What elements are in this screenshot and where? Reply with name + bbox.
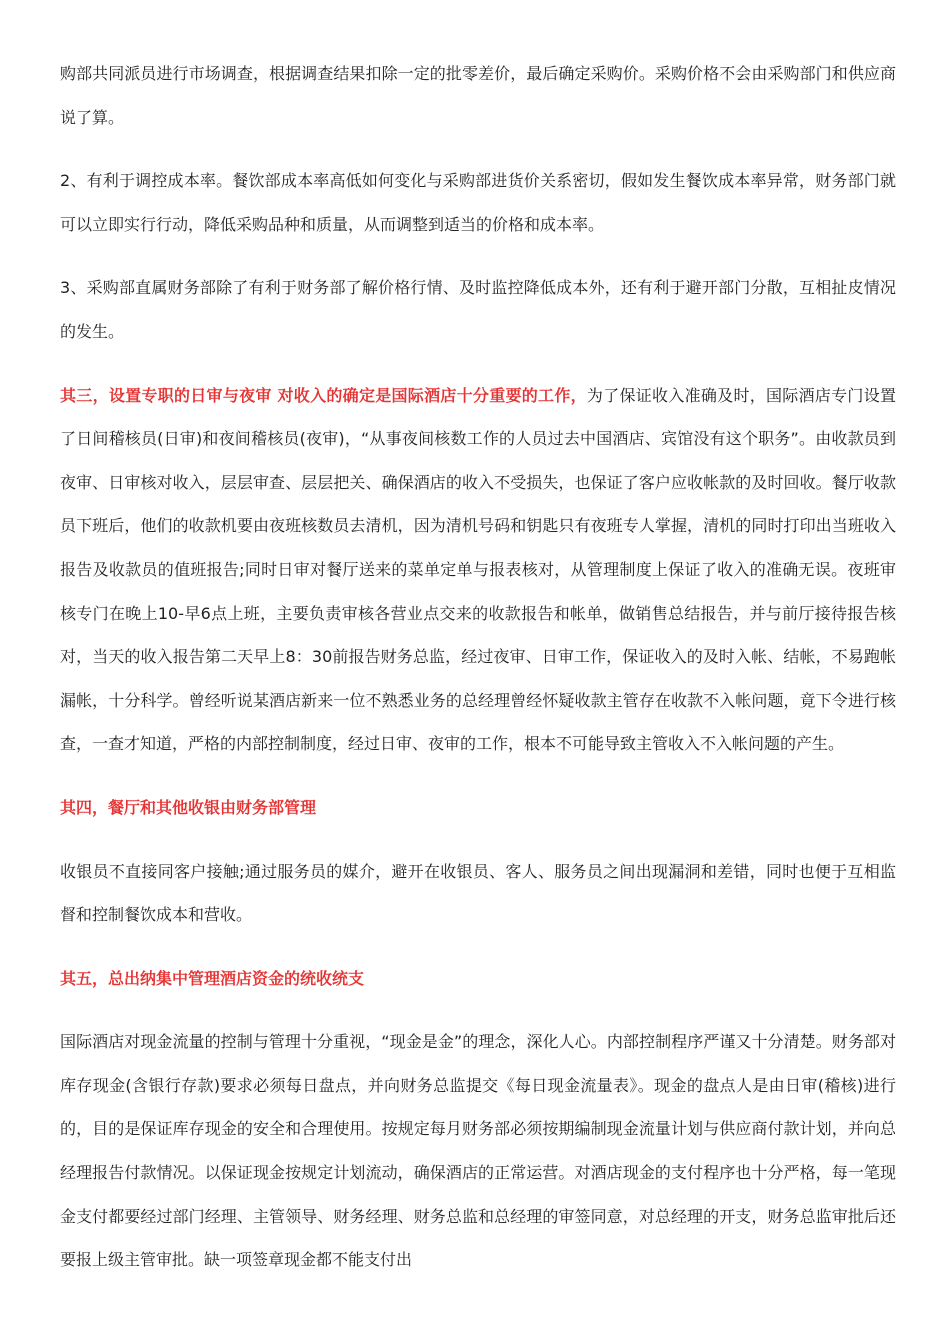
paragraph-section-3 [60,374,896,766]
paragraph-procurement-intro: 购部共同派员进行市场调查，根据调查结果扣除一定的批零差价，最后确定采购价。采购价格不会由采购部门和供应商说了算。 [60,64,896,127]
document-body [60,52,896,1302]
paragraph-section-5: 国际酒店对现金流量的控制与管理十分重视，“现金是金”的理念，深化人心。内部控制程序严谨又十分清楚。财务部对库存现金(含银行存款)要求必须每日盘点，并向财务总监提交《每日现金流量表》。现金的盘点人是由日审(稽核)进行的，目的是保证库存现金的安全和合理使用。按规定每月财务部必须按期编制现金流量计划与供应商付款计划，并向总经理报告付款情况。以保证现金按规定计划流动，确保酒店的正常运营。对酒店现金的支付程序也十分严格，每一笔现金支付都要经过部门经理、主管领导、财务经理、财务总监和总经理的审签同意，对总经理的开支，财务总监审批后还要报上级主管审批。缺一项签章现金都不能支付出 [60,1032,896,1270]
section-3-body: 为了保证收入准确及时，国际酒店专门设置了日间稽核员(日审)和夜间稽核员(夜审)，“从事夜间核数工作的人员过去中国酒店、宾馆没有这个职务”。由收款员到夜审、日审核对收入，层层审查、层层把关、确保酒店的收入不受损失，也保证了客户应收帐款的及时回收。餐厅收款员下班后，他们的收款机要由夜班核数员去清机，因为清机号码和钥匙只有夜班专人掌握，清机的同时打印出当班收入报告及收款员的值班报告;同时日审对餐厅送来的菜单定单与报表核对，从管理制度上保证了收入的准确无误。夜班审核专门在晚上10-早6点上班，主要负责审核各营业点交来的收款报告和帐单，做销售总结报告，并与前厅接待报告核对，当天的收入报告第二天早上8：30前报告财务总监，经过夜审、日审工作，保证收入的及时入帐、结帐，不易跑帐漏帐，十分科学。曾经听说某酒店新来一位不熟悉业务的总经理曾经怀疑收款主管存在收款不入帐问题，竟下令进行核查，一查才知道，严格的内部控制制度，经过日审、夜审的工作，根本不可能导致主管收入不入帐问题的产生。 [60,385,896,754]
paragraph-section-4: 收银员不直接同客户接触;通过服务员的媒介，避开在收银员、客人、服务员之间出现漏洞和差错，同时也便于互相监督和控制餐饮成本和营收。 [60,861,896,925]
section-5-heading: 其五，总出纳集中管理酒店资金的统收统支 [60,968,365,988]
paragraph-point-3: 3、采购部直属财务部除了有利于财务部了解价格行情、及时监控降低成本外，还有利于避开部门分散，互相扯皮情况的发生。 [60,278,896,341]
section-4-heading: 其四，餐厅和其他收银由财务部管理 [60,797,317,817]
section-3-heading: 其三，设置专职的日审与夜审 对收入的确定是国际酒店十分重要的工作， [60,385,587,405]
paragraph-point-2: 2、有利于调控成本率。餐饮部成本率高低如何变化与采购部进货价关系密切，假如发生餐饮成本率异常，财务部门就可以立即实行行动，降低采购品种和质量，从而调整到适当的价格和成本率。 [60,171,896,234]
